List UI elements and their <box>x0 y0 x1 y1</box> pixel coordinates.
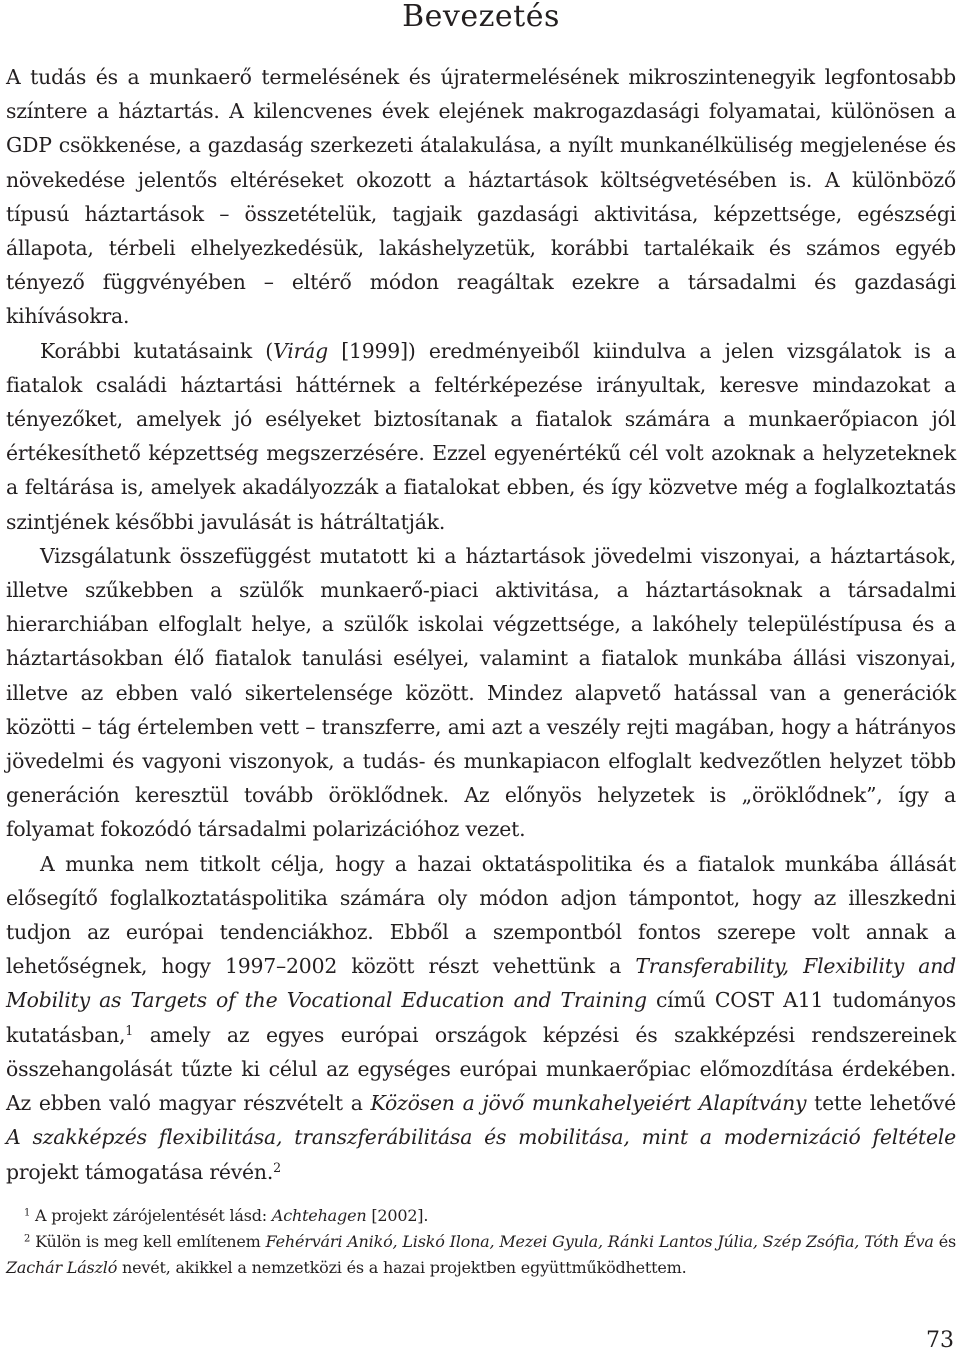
chapter-title: Bevezetés <box>402 0 560 34</box>
footnote-ref-2: 2 <box>273 1159 281 1175</box>
document-page <box>6 0 956 1281</box>
paragraph-4-text-a: A munka nem titkolt célja, hogy a hazai oktatáspolitika és a fiatalok munkába állását elősegítő foglalkoztatáspolitika számára oly módon adjon támpontot, hogy az illeszkedni tudjon az európai tendenciákhoz. Ebből a szempontból fontos szerepe volt annak a lehetőségnek, hogy 1997–2002 között részt vehettünk a <box>6 851 956 979</box>
paragraph-2 <box>6 334 956 539</box>
footnote-2 <box>6 1229 956 1281</box>
project-name-italic: A szakképzés flexibilitása, transzferábilitása és mobilitása, mint a modernizáció feltétele <box>6 1125 956 1150</box>
footnote-2-text-b: és <box>933 1231 956 1251</box>
page-number: 73 <box>926 1328 954 1353</box>
footnote-2-names: Fehérvári Anikó, Liskó Ilona, Mezei Gyula, Ránki Lantos Júlia, Szép Zsófia, Tóth Éva <box>265 1231 934 1251</box>
paragraph-2-text-a: Korábbi kutatásaink ( <box>40 338 274 363</box>
paragraph-3 <box>6 539 956 847</box>
footnotes <box>6 1203 956 1281</box>
paragraph-1-text: A tudás és a munkaerő termelésének és újratermelésének mikroszintenegyik legfontosabb színtere a háztartás. A kilencvenes évek elejének makrogazdasági folyamatai, különösen a GDP csökkenése, a gazdaság szerkezeti átalakulása, a nyílt munkanélküliség megjelenése és növekedése jelentős eltéréseket okozott a háztartások költségvetésében is. A különböző típusú háztartások – összetételük, tagjaik gazdasági aktivitása, képzettsége, egészségi állapota, térbeli elhelyezkedésük, lakáshelyzetük, korábbi tartalékaik és számos egyéb tényező függvényében – eltérő módon reagáltak ezekre a társadalmi és gazdasági kihívásokra. <box>6 65 956 329</box>
footnote-2-text-c: nevét, akikkel a nemzetközi és a hazai projektben együttműködhettem. <box>117 1257 687 1277</box>
project-title-italic: Transferability, Flexibility and Mobility as Targets of the Vocational Education and Training <box>6 954 956 1013</box>
foundation-name-italic: Közösen a jövő munkahelyeiért Alapítvány <box>370 1091 807 1116</box>
footnote-2-name-last: Zachár László <box>6 1257 118 1277</box>
paragraph-4-text-b: című COST A11 tudományos kutatásban, <box>6 988 956 1047</box>
footnote-1-author: Achtehagen <box>271 1205 367 1225</box>
paragraph-3-text: Vizsgálatunk összefüggést mutatott ki a háztartások jövedelmi viszonyai, a háztartások, illetve szűkebben a szülők munkaerő-piaci aktivitása, a háztartásoknak a társadalmi hierarchiában elfoglalt helye, a szülők iskolai végzettsége, a lakóhely településtípusa és a háztartásokban élő fiatalok tanulási esélyei, valamint a fiatalok munkába állási viszonyai, illetve az ebben való sikertelensége között. Mindez alapvető hatással van a generációk közötti – tág értelemben vett – transzferre, ami azt a veszély rejti magában, hogy a hátrányos jövedelmi és vagyoni viszonyok, a tudás- és munkapiacon elfoglalt kedvezőtlen helyzet több generáción keresztül tovább öröklődnek. Az előnyös helyzetek is „öröklődnek”, így a folyamat fokozódó társadalmi polarizációhoz vezet. <box>6 543 956 842</box>
paragraph-4-text-c: amely az egyes európai országok képzési és szakképzési rendszereinek összehangolását tűzte ki célul az egységes európai munkaerőpiac előmozdítása érdekében. Az ebben való magyar részvételt a <box>6 1022 956 1116</box>
footnote-1 <box>6 1203 956 1229</box>
footnote-1-number: 1 <box>24 1207 31 1219</box>
body-text <box>6 60 956 1189</box>
footnote-2-number: 2 <box>24 1233 31 1245</box>
paragraph-2-text-b: [1999]) eredményeiből kiindulva a jelen vizsgálatok is a fiatalok családi háztartási háttérnek a feltérképezése irányultak, keresve mindazokat a tényezőket, amelyek jó esélyeket biztosítanak a fiatalok számára a munkaerőpiacon jól értékesíthető képzettség megszerzésére. Ezzel egyenértékű cél volt azoknak a helyzeteknek a feltárása is, amelyek akadályozzák a fiatalokat ebben, és így közvetve még a foglalkoztatás szintjének későbbi javulását is hátráltatják. <box>6 338 956 534</box>
paragraph-4-text-e: projekt támogatása révén. <box>6 1159 274 1184</box>
footnote-1-text-b: [2002]. <box>366 1205 429 1225</box>
citation-author: Virág <box>273 338 328 363</box>
paragraph-1 <box>6 60 956 334</box>
footnote-1-text-a: A projekt zárójelentését lásd: <box>30 1205 272 1225</box>
paragraph-4-text-d: tette lehetővé <box>806 1091 956 1116</box>
footnote-ref-1: 1 <box>125 1022 134 1038</box>
paragraph-4 <box>6 847 956 1189</box>
footnote-2-text-a: Külön is meg kell említenem <box>30 1231 266 1251</box>
